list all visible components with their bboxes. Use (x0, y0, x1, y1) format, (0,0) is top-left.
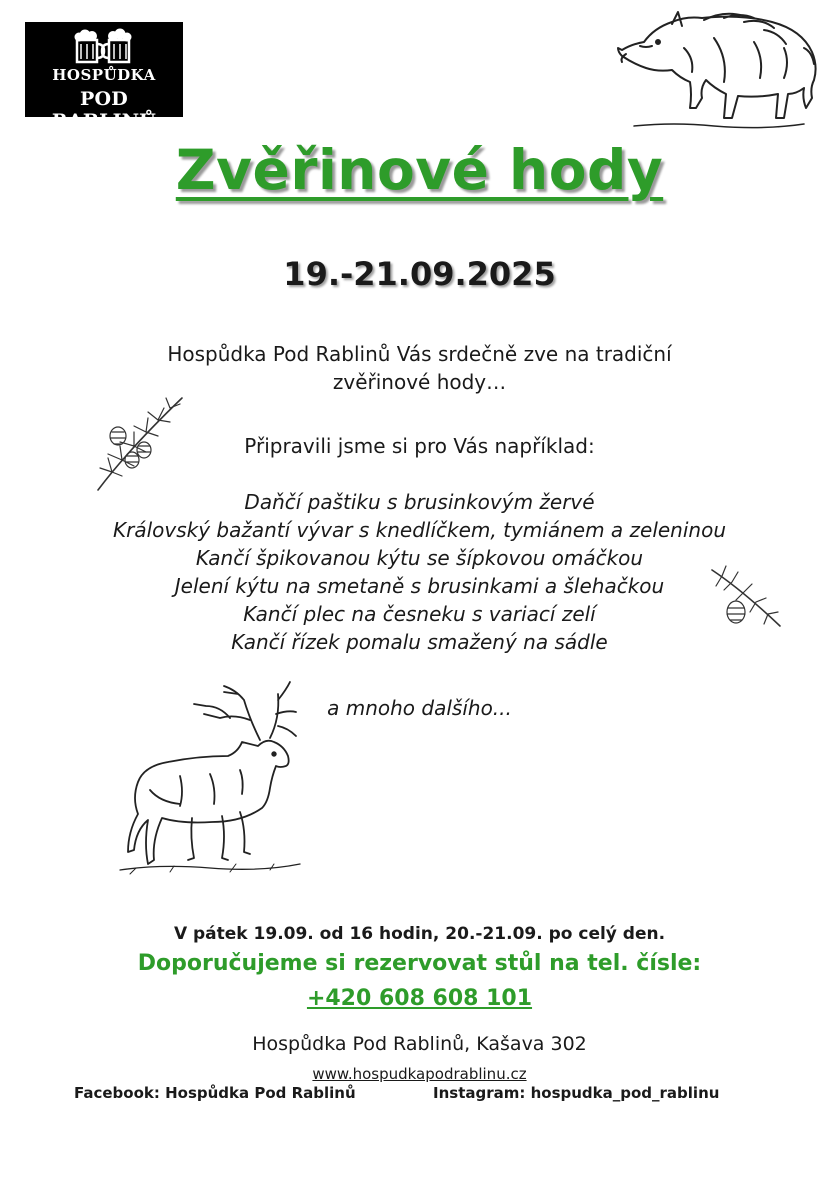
intro-text (0, 340, 839, 396)
logo (25, 22, 183, 132)
pine-branch-icon (708, 560, 784, 636)
phone-wrap (0, 984, 839, 1013)
opening-hours: V pátek 19.09. od 16 hodin, 20.-21.09. po celý den. (173, 924, 666, 944)
logo-line-2: POD RABLINŮ (51, 88, 157, 132)
logo-line-1: HOSPŮDKA (52, 66, 156, 84)
intro-line-1: Hospůdka Pod Rablinů Vás srdečně zve na tradiční (167, 342, 672, 366)
menu-item: Daňčí paštiku s brusinkovým žervé (244, 490, 595, 514)
menu-item: Královský bažantí vývar s knedlíčkem, tymiánem a zeleninou (112, 518, 727, 542)
website-link[interactable]: www.hospudkapodrablinu.cz (312, 1065, 527, 1083)
menu-item: Jelení kýtu na smetaně s brusinkami a šlehačkou (174, 574, 665, 598)
menu-item: Kančí špikovanou kýtu se šípkovou omáčkou (195, 546, 644, 570)
event-date: 19.-21.09.2025 (283, 255, 556, 293)
beer-mugs-icon (69, 26, 139, 66)
intro-line-2: zvěřinové hody… (332, 370, 507, 394)
instagram-link[interactable]: Instagram: hospudka_pod_rablinu (433, 1084, 720, 1102)
menu-item: Kančí řízek pomalu smažený na sádle (231, 630, 608, 654)
page-title: Zvěřinové hody (175, 138, 664, 202)
menu-item: Kančí plec na česneku s variací zelí (243, 602, 596, 626)
wild-boar-icon (614, 8, 824, 133)
phone-link[interactable]: +420 608 608 101 (306, 986, 533, 1011)
more-label: a mnoho dalšího... (327, 696, 512, 720)
reservation-text: Doporučujeme si rezervovat stůl na tel. čísle: (137, 951, 702, 976)
stag-icon (110, 670, 310, 895)
prepared-text: Připravili jsme si pro Vás například: (244, 434, 595, 458)
facebook-link[interactable]: Facebook: Hospůdka Pod Rablinů (74, 1084, 356, 1102)
address: Hospůdka Pod Rablinů, Kašava 302 (252, 1033, 587, 1055)
